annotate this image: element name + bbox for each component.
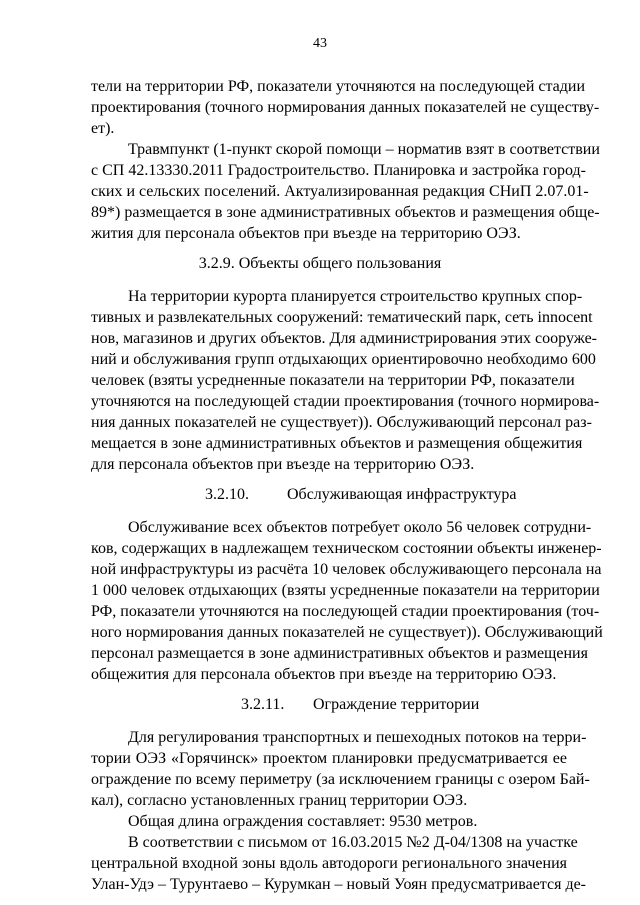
text-line: ной инфраструктуры из расчёта 10 человек обслуживающего персонала на [91, 561, 602, 578]
text-line: мещается в зоне административных объектов и размещения общежития [91, 435, 583, 452]
text-line: ния данных показателей не существует)). Обслуживающий персонал раз- [91, 414, 592, 431]
text-line: ков, содержащих в надлежащем техническом состоянии объекты инженер- [91, 540, 602, 557]
text-line: уточняются на последующей стадии проектирования (точного нормирова- [91, 393, 600, 410]
text-line: тели на территории РФ, показатели уточняются на последующей стадии [91, 78, 586, 95]
text-line: ограждение по всему периметру (за исключением границы с озером Бай- [91, 771, 590, 788]
text-line: общежития для персонала объектов при въезде на территорию ОЭЗ. [91, 666, 557, 683]
text-line: нов, магазинов и других объектов. Для администрирования этих сооруже- [91, 330, 597, 347]
text-line: центральной входной зоны вдоль автодороги регионального значения [91, 855, 567, 872]
text-line: 1 000 человек отдыхающих (взяты усредненные показатели на территории [91, 582, 600, 599]
text-line: В соответствии с письмом от 16.03.2015 №2 Д-04/1308 на участке [128, 834, 578, 851]
section-title-3-2-10: Обслуживающая инфраструктура [287, 486, 517, 503]
text-line: ний и обслуживания групп отдыхающих ориентировочно необходимо 600 [91, 351, 596, 368]
section-title-3-2-11: Ограждение территории [313, 696, 480, 713]
text-line: для персонала объектов при въезде на территорию ОЭЗ. [91, 456, 475, 473]
text-line: 89*) размещается в зоне административных объектов и размещения обще- [91, 204, 600, 221]
text-line: ских и сельских поселений. Актуализированная редакция СНиП 2.07.01- [91, 183, 589, 200]
section-number-3-2-11: 3.2.11. [241, 696, 285, 713]
text-line: Травмпункт (1-пункт скорой помощи – норматив взят в соответствии [128, 141, 600, 158]
text-line: кал), согласно установленных границ территории ОЭЗ. [91, 792, 468, 809]
page-number: 43 [313, 36, 327, 51]
section-number-3-2-10: 3.2.10. [205, 486, 249, 503]
text-line: тивных и развлекательных сооружений: тематический парк, сеть innocent [91, 309, 593, 326]
text-line: тории ОЭЗ «Горячинск» проектом планировки предусматривается ее [91, 750, 567, 767]
text-line: проектирования (точного нормирования данных показателей не существу- [91, 99, 600, 116]
text-line: Обслуживание всех объектов потребует около 56 человек сотрудни- [128, 519, 592, 536]
text-line: На территории курорта планируется строительство крупных спор- [128, 288, 583, 305]
text-line: Улан-Удэ – Турунтаево – Курумкан – новый Уоян предусматривается де- [91, 876, 587, 893]
text-line: Общая длина ограждения составляет: 9530 метров. [128, 813, 478, 830]
text-line: ного нормирования данных показателей не существует)). Обслуживающий [91, 624, 603, 641]
text-line: ет). [91, 120, 115, 137]
text-line: человек (взяты усредненные показатели на территории РФ, показатели [91, 372, 575, 389]
text-line: с СП 42.13330.2011 Градостроительство. Планировка и застройка город- [91, 162, 586, 179]
text-line: РФ, показатели уточняются на последующей стадии проектирования (точ- [91, 603, 600, 620]
text-line: персонал размещается в зоне административных объектов и размещения [91, 645, 588, 662]
text-line: жития для персонала объектов при въезде на территорию ОЭЗ. [91, 225, 521, 242]
text-line: Для регулирования транспортных и пешеходных потоков на терри- [128, 729, 587, 746]
section-heading-3-2-9: 3.2.9. Объекты общего пользования [198, 255, 442, 272]
